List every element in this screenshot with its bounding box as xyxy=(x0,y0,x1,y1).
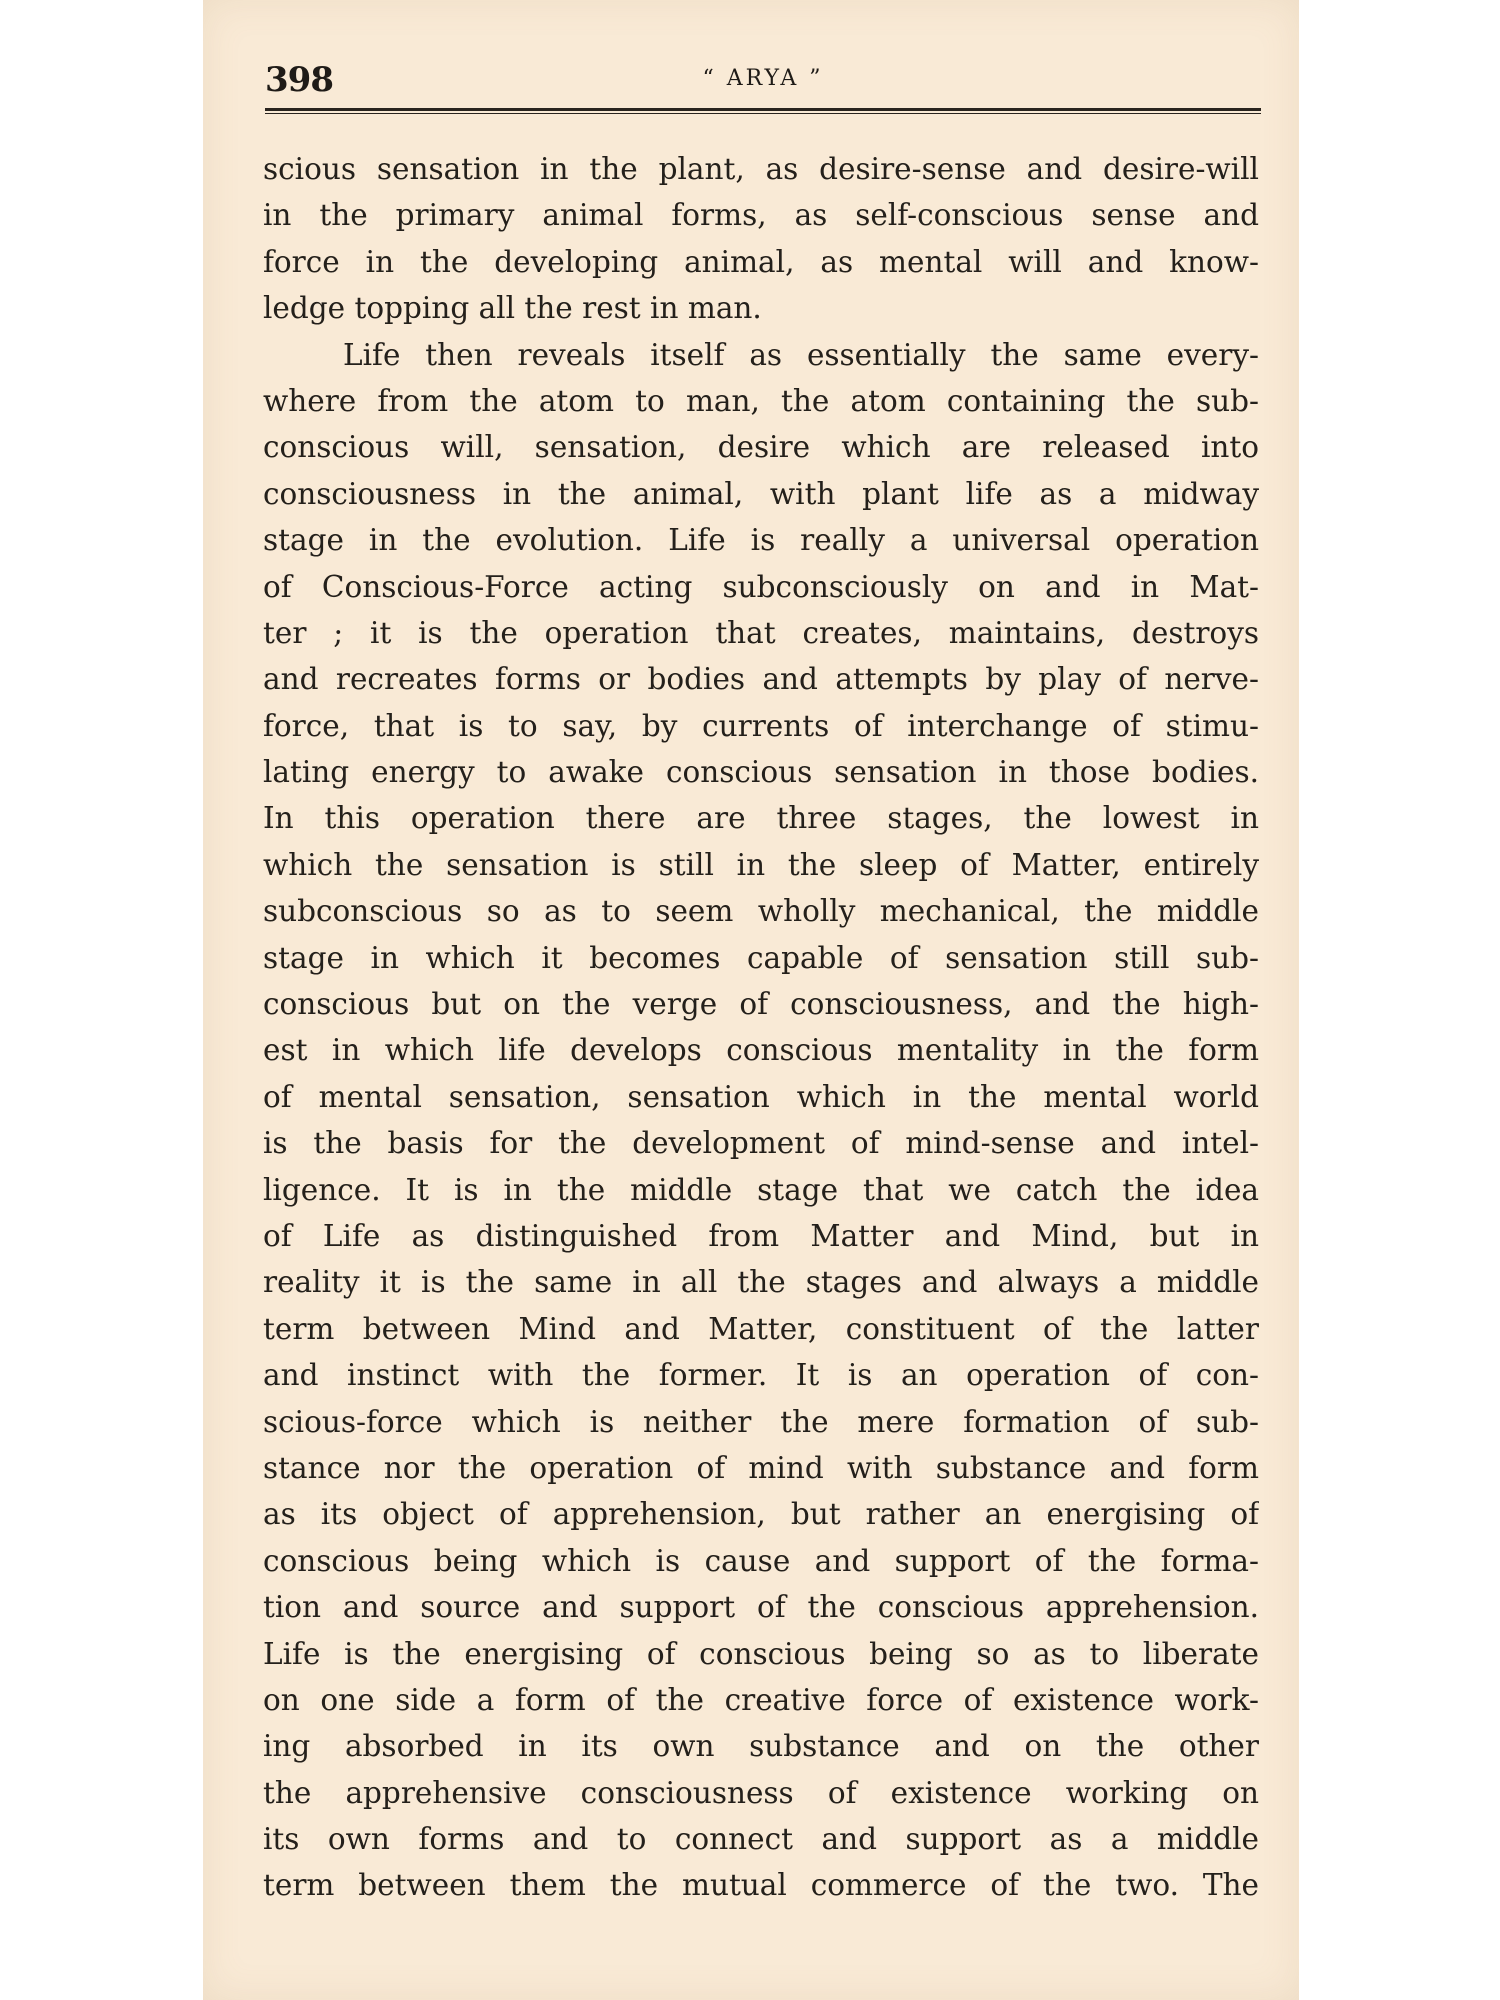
text-line: force, that is to say, by currents of interchange of stimu- xyxy=(263,708,1259,743)
text-line: where from the atom to man, the atom containing the sub- xyxy=(263,383,1259,418)
text-line: of Conscious-Force acting subconsciously on and in Mat- xyxy=(263,569,1259,604)
text-line: term between Mind and Matter, constituent of the latter xyxy=(263,1311,1259,1346)
running-head xyxy=(265,58,1261,108)
text-line: scious sensation in the plant, as desire-sense and desire-will xyxy=(263,152,1259,186)
text-line: and recreates forms or bodies and attempts by play of nerve- xyxy=(263,662,1259,697)
text-line: ligence. It is in the middle stage that we catch the idea xyxy=(263,1172,1259,1207)
text-line: of Life as distinguished from Matter and Mind, but in xyxy=(263,1218,1259,1253)
text-line: of mental sensation, sensation which in the mental world xyxy=(263,1079,1259,1114)
text-line: which the sensation is still in the sleep of Matter, entirely xyxy=(263,847,1259,882)
text-line: and instinct with the former. It is an operation of con- xyxy=(263,1358,1259,1393)
text-line: lating energy to awake conscious sensation in those bodies. xyxy=(263,755,1259,790)
text-line: stage in the evolution. Life is really a universal operation xyxy=(263,523,1259,558)
text-line: consciousness in the animal, with plant life as a midway xyxy=(263,476,1259,511)
text-line: the apprehensive consciousness of existence working on xyxy=(263,1775,1259,1810)
text-line: on one side a form of the creative force of existence work- xyxy=(263,1682,1259,1717)
text-line: conscious but on the verge of consciousness, and the high- xyxy=(263,987,1259,1022)
text-line: subconscious so as to seem wholly mechanical, the middle xyxy=(263,894,1259,929)
text-line: stance nor the operation of mind with substance and form xyxy=(263,1450,1259,1485)
text-line: Life then reveals itself as essentially the same every- xyxy=(343,337,1259,372)
text-line: tion and source and support of the conscious apprehension. xyxy=(263,1590,1259,1625)
text-line: Life is the energising of conscious being so as to liberate xyxy=(263,1636,1259,1671)
text-line: in the primary animal forms, as self-conscious sense and xyxy=(263,198,1259,233)
text-line: scious-force which is neither the mere formation of sub- xyxy=(263,1404,1259,1439)
body-text xyxy=(263,146,1259,1909)
header-rule xyxy=(265,108,1261,114)
text-line: conscious will, sensation, desire which are released into xyxy=(263,430,1259,465)
text-line: force in the developing animal, as mental will and know- xyxy=(263,244,1259,279)
text-line: ter ; it is the operation that creates, maintains, destroys xyxy=(263,615,1259,650)
text-line: as its object of apprehension, but rather an energising of xyxy=(263,1497,1259,1532)
text-line: conscious being which is cause and support of the forma- xyxy=(263,1543,1259,1578)
text-line: ledge topping all the rest in man. xyxy=(263,291,762,326)
journal-title: “ ARYA ” xyxy=(702,66,824,91)
text-line: stage in which it becomes capable of sensation still sub- xyxy=(263,940,1259,975)
text-line: In this operation there are three stages, the lowest in xyxy=(263,801,1259,836)
book-page xyxy=(203,0,1299,2000)
page-number: 398 xyxy=(265,60,333,100)
text-line: its own forms and to connect and support as a middle xyxy=(263,1822,1259,1857)
text-line: ing absorbed in its own substance and on the other xyxy=(263,1729,1259,1764)
text-line: est in which life develops conscious mentality in the form xyxy=(263,1033,1259,1068)
text-line: term between them the mutual commerce of the two. The xyxy=(263,1868,1259,1903)
text-line: is the basis for the development of mind-sense and intel- xyxy=(263,1126,1259,1161)
text-line: reality it is the same in all the stages and always a middle xyxy=(263,1265,1259,1300)
